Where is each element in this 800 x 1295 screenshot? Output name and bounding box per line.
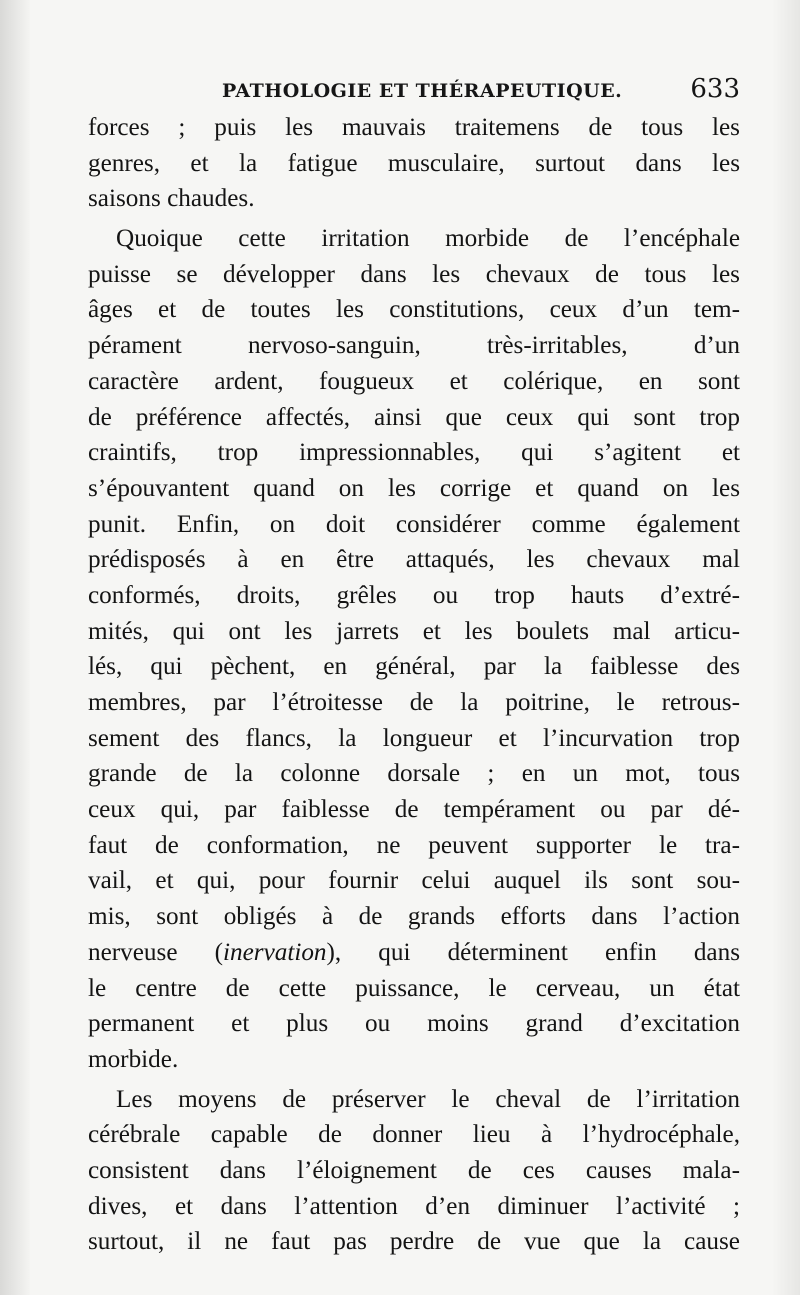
text-line: morbide. xyxy=(88,1045,179,1073)
text-line: lés, qui pèchent, en général, par la faiblesse des xyxy=(88,653,740,681)
text-line: prédisposés à en être attaqués, les chevaux mal xyxy=(88,546,740,574)
text-line: grande de la colonne dorsale ; en un mot, tous xyxy=(88,760,740,788)
text-line: pérament nervoso-sanguin, très-irritables, d’un xyxy=(88,332,740,360)
text-line: forces ; puis les mauvais traitemens de tous les xyxy=(88,114,740,141)
text-line: faut de conformation, ne peuvent supporter le tra- xyxy=(88,831,740,859)
text-line: âges et de toutes les constitutions, ceux d’un tem- xyxy=(88,296,740,324)
text-line: membres, par l’étroitesse de la poitrine, le retrous- xyxy=(88,689,740,716)
text-line: sement des flancs, la longueur et l’incurvation trop xyxy=(88,724,740,752)
page-gutter-shadow xyxy=(0,0,30,1295)
running-title: PATHOLOGIE ET THÉRAPEUTIQUE. xyxy=(222,80,623,102)
page-header xyxy=(92,68,740,108)
text-line: mités, qui ont les jarrets et les boulets mal articu- xyxy=(88,617,740,645)
text-line: permanent et plus ou moins grand d’excitation xyxy=(88,1010,740,1038)
text-line: Les moyens de préserver le cheval de l’irritation xyxy=(116,1085,740,1113)
text-line: de préférence affectés, ainsi que ceux qui sont trop xyxy=(88,403,740,431)
text-line: ceux qui, par faiblesse de tempérament ou par dé- xyxy=(88,796,740,824)
italic-term: inervation xyxy=(223,938,327,966)
text-line: cérébrale capable de donner lieu à l’hydrocéphale, xyxy=(88,1121,740,1149)
text-line: surtout, il ne faut pas perdre de vue que la cause xyxy=(88,1228,740,1256)
page-edge-shadow xyxy=(772,0,800,1295)
text-line: consistent dans l’éloignement de ces causes mala- xyxy=(88,1156,740,1184)
text-line: punit. Enfin, on doit considérer comme également xyxy=(88,510,740,538)
text-line: Quoique cette irritation morbide de l’encéphale xyxy=(116,225,740,253)
text-line: vail, et qui, pour fournir celui auquel ils sont sou- xyxy=(88,867,740,895)
text-line: saisons chaudes. xyxy=(88,185,255,213)
text-line: caractère ardent, fougueux et colérique, en sont xyxy=(88,367,740,395)
text-line: puisse se développer dans les chevaux de tous les xyxy=(88,260,740,288)
page-number: 633 xyxy=(690,74,740,104)
text-line: conformés, droits, grêles ou trop hauts d’extré- xyxy=(88,581,740,609)
text-line: s’épouvantent quand on les corrige et quand on les xyxy=(88,474,740,502)
body-text xyxy=(88,110,740,1260)
text-line: mis, sont obligés à de grands efforts dans l’action xyxy=(88,903,740,931)
text-line: craintifs, trop impressionnables, qui s’agitent et xyxy=(88,439,740,467)
text-line: genres, et la fatigue musculaire, surtout dans les xyxy=(88,149,740,177)
text-line: nerveuse (inervation), qui déterminent enfin dans xyxy=(88,938,740,966)
text-line: le centre de cette puissance, le cerveau, un état xyxy=(88,974,740,1002)
text-line: dives, et dans l’attention d’en diminuer l’activité ; xyxy=(88,1192,740,1220)
